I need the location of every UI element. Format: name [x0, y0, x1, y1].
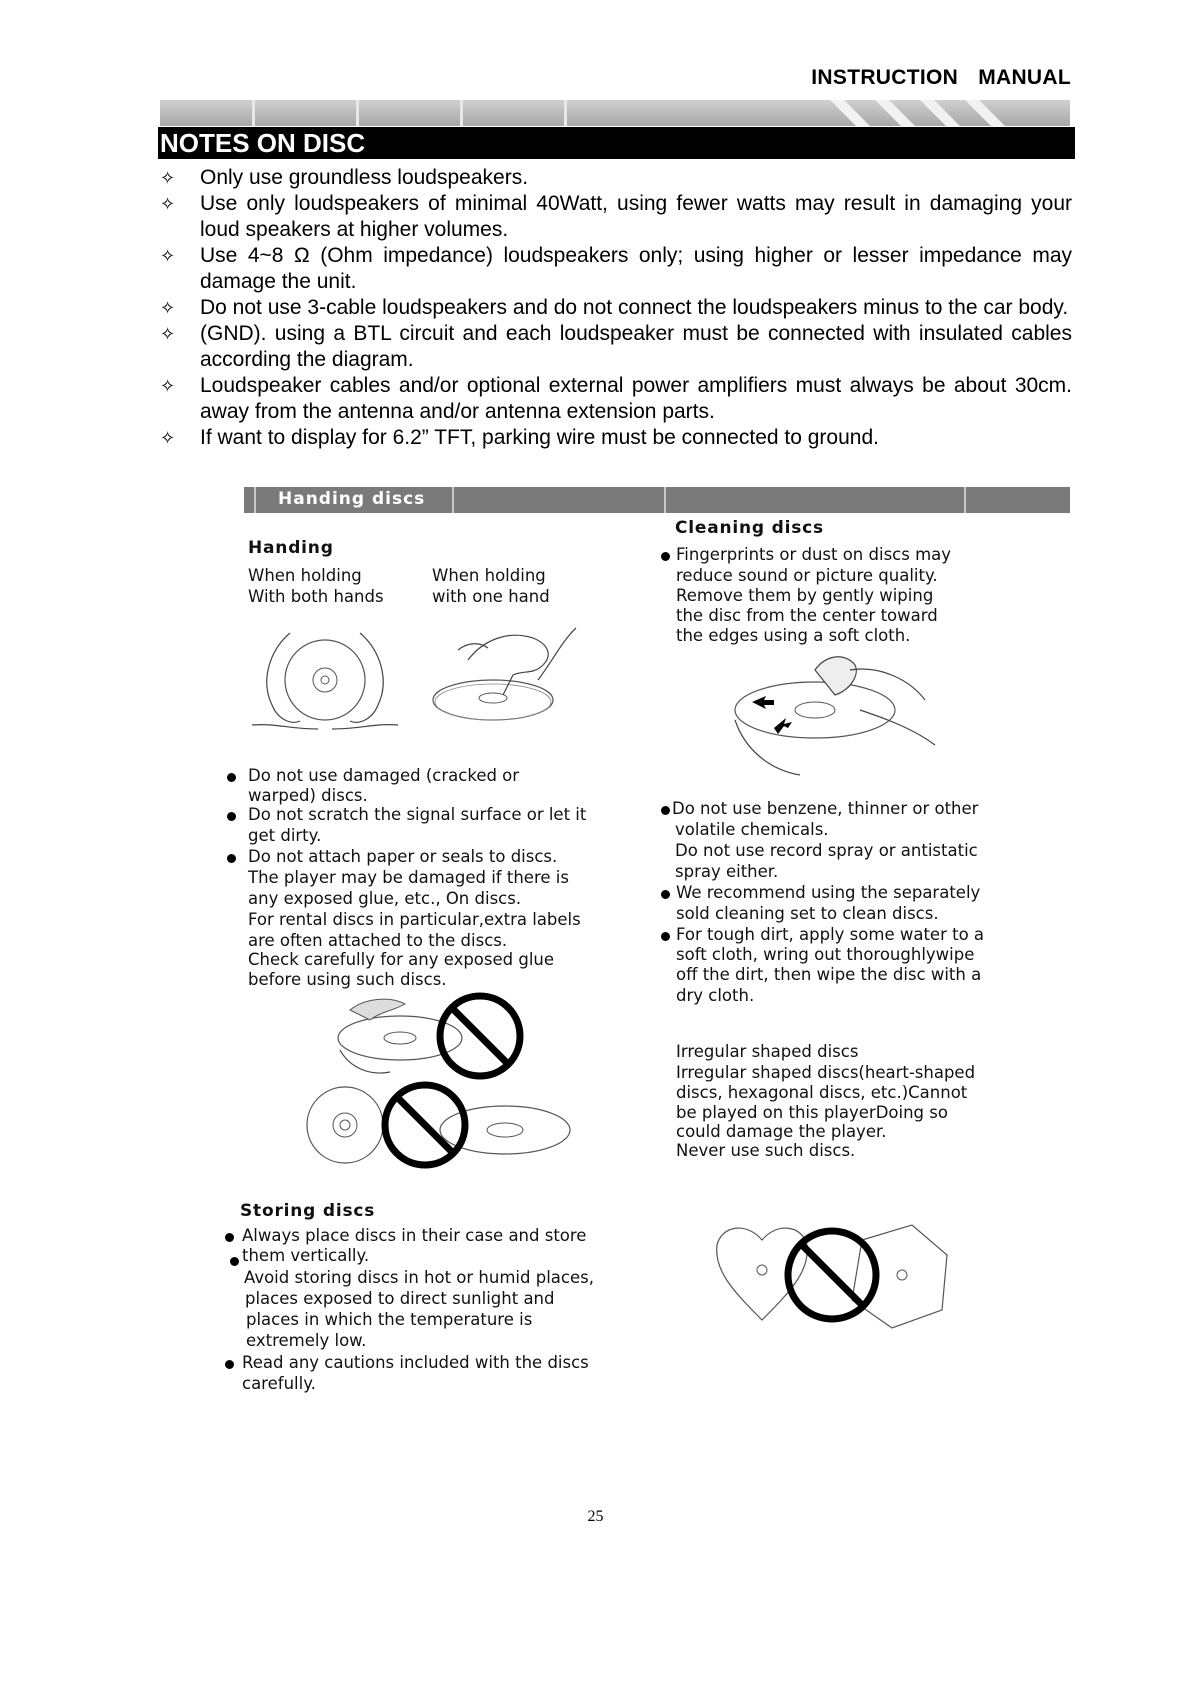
- bullet-icon: ✧: [160, 168, 176, 188]
- handing-bullet-line: get dirty.: [248, 826, 322, 845]
- damaged-disc-illustration: [305, 1075, 575, 1170]
- two-hands-disc-illustration: [250, 625, 400, 735]
- irregular-line: Never use such discs.: [676, 1141, 856, 1160]
- handing-bullet-line: The player may be damaged if there is: [248, 868, 569, 887]
- irregular-line: Irregular shaped discs: [676, 1042, 859, 1061]
- cleaning-bullet-line: Remove them by gently wiping: [676, 586, 934, 605]
- bullet-dot-icon: [225, 1360, 234, 1369]
- handing-bullet-line: any exposed glue, etc., On discs.: [248, 889, 522, 908]
- decorative-header-bar: [160, 100, 1070, 126]
- irregular-line: discs, hexagonal discs, etc.)Cannot: [676, 1083, 968, 1102]
- cleaning-bullet-line: the edges using a soft cloth.: [676, 626, 911, 645]
- storing-bullet-line: extremely low.: [246, 1331, 367, 1350]
- handing-bullet-line: Do not attach paper or seals to discs.: [248, 847, 558, 866]
- handing-col2-line: When holding: [432, 566, 546, 585]
- handing-col1-line: With both hands: [248, 587, 384, 606]
- cleaning-bullet-line: For tough dirt, apply some water to a: [676, 925, 985, 944]
- note-item: ✧ Loudspeaker cables and/or optional external power amplifiers must always be about 30cm. away from the antenna and/or antenna extension parts.: [160, 374, 1072, 423]
- cleaning-bullet-line: Fingerprints or dust on discs may: [676, 545, 952, 564]
- bullet-dot-icon: [225, 1233, 234, 1242]
- page-number: 25: [587, 1508, 604, 1525]
- bullet-icon: ✧: [160, 246, 176, 266]
- cleaning-bullet-line: We recommend using the separately: [676, 883, 981, 902]
- handing-bullet-line: Do not scratch the signal surface or let it: [248, 805, 587, 824]
- handing-bullet-line: For rental discs in particular,extra labels: [248, 910, 581, 929]
- cleaning-bullet-line: dry cloth.: [676, 986, 755, 1005]
- cleaning-bullet-line: soft cloth, wring out thoroughlywipe: [676, 945, 975, 964]
- bullet-icon: ✧: [160, 194, 176, 214]
- handing-bullet-line: Do not use damaged (cracked or: [248, 766, 520, 785]
- note-item: ✧ Use only loudspeakers of minimal 40Watt, using fewer watts may result in damaging your loud speakers at higher volumes.: [160, 192, 1072, 241]
- handing-bullet-line: warped) discs.: [248, 786, 368, 805]
- note-item: ✧ Only use groundless loudspeakers.: [160, 166, 529, 189]
- bullet-dot-icon: [227, 812, 236, 821]
- cleaning-bullet-line: Do not use record spray or antistatic: [675, 841, 978, 860]
- storing-bullet-line: places in which the temperature is: [246, 1310, 533, 1329]
- storing-bullet-line: Avoid storing discs in hot or humid places,: [244, 1268, 594, 1287]
- storing-bullet-line: Always place discs in their case and store: [242, 1226, 587, 1245]
- note-item: ✧ Do not use 3-cable loudspeakers and do not connect the loudspeakers minus to the car body.: [160, 296, 1069, 319]
- bullet-icon: ✧: [160, 298, 176, 318]
- irregular-disc-illustration: [712, 1220, 952, 1335]
- bullet-dot-icon: [227, 773, 236, 782]
- section-title: NOTES ON DISC: [158, 127, 1075, 159]
- disc-with-label-illustration: [330, 990, 530, 1082]
- notes-list: [160, 165, 1072, 451]
- cleaning-bullet-line: the disc from the center toward: [676, 606, 938, 625]
- irregular-line: Irregular shaped discs(heart-shaped: [676, 1063, 976, 1082]
- cleaning-bullet-line: spray either.: [675, 862, 779, 881]
- storing-bullet-line: carefully.: [242, 1374, 316, 1393]
- header-title: INSTRUCTION MANUAL: [811, 66, 1071, 89]
- bullet-dot-icon: [227, 854, 236, 863]
- storing-bullet-line: them vertically.: [242, 1246, 370, 1265]
- cleaning-bullet-line: volatile chemicals.: [675, 820, 829, 839]
- note-item: ✧ (GND). using a BTL circuit and each loudspeaker must be connected with insulated cables according the diagram.: [160, 322, 1072, 371]
- note-item: ✧ Use 4~8 Ω (Ohm impedance) loudspeakers only; using higher or lesser impedance may damage the unit.: [160, 244, 1072, 293]
- cleaning-disc-illustration: [730, 650, 940, 780]
- handing-bullet-line: before using such discs.: [248, 970, 447, 989]
- bullet-icon: ✧: [160, 324, 176, 344]
- handing-bullet-line: Check carefully for any exposed glue: [248, 950, 555, 969]
- handing-col1-line: When holding: [248, 566, 362, 585]
- bullet-dot-icon: [661, 552, 670, 561]
- bullet-dot-icon: [661, 932, 670, 941]
- bullet-dot-icon: [230, 1257, 239, 1266]
- handing-heading: Handing: [248, 538, 334, 558]
- disc-handling-figure: [230, 485, 1070, 1415]
- figure-banner-title: Handing discs: [278, 489, 426, 509]
- storing-heading: Storing discs: [240, 1201, 376, 1221]
- cleaning-heading: Cleaning discs: [675, 518, 824, 538]
- cleaning-bullet-line: reduce sound or picture quality.: [676, 566, 938, 585]
- bullet-dot-icon: [661, 890, 670, 899]
- cleaning-bullet-line: Do not use benzene, thinner or other: [672, 799, 979, 818]
- bullet-dot-icon: [661, 806, 670, 815]
- figure-banner: [244, 487, 1070, 513]
- one-hand-disc-illustration: [428, 620, 578, 735]
- note-item: ✧ If want to display for 6.2” TFT, parking wire must be connected to ground.: [160, 426, 879, 449]
- bullet-icon: ✧: [160, 428, 176, 448]
- storing-bullet-line: Read any cautions included with the discs: [242, 1353, 589, 1372]
- bullet-icon: ✧: [160, 376, 176, 396]
- cleaning-bullet-line: sold cleaning set to clean discs.: [676, 904, 939, 923]
- cleaning-bullet-line: off the dirt, then wipe the disc with a: [676, 965, 982, 984]
- irregular-line: be played on this playerDoing so: [676, 1103, 948, 1122]
- handing-bullet-line: are often attached to the discs.: [248, 931, 508, 950]
- irregular-line: could damage the player.: [676, 1122, 887, 1141]
- storing-bullet-line: places exposed to direct sunlight and: [245, 1289, 555, 1308]
- handing-col2-line: with one hand: [432, 587, 550, 606]
